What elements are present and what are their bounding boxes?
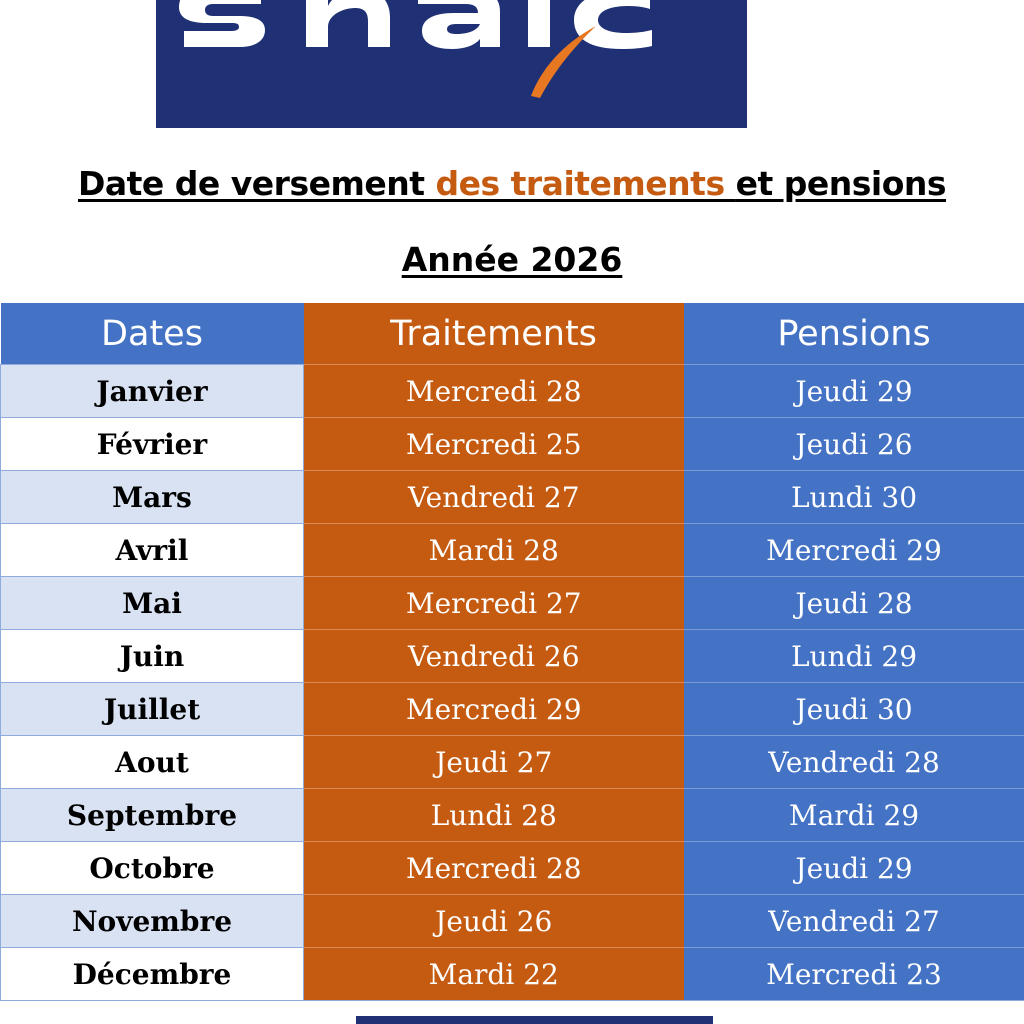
table-row (1, 948, 1024, 1001)
traitement-cell: Jeudi 26 (304, 895, 684, 948)
table-row (1, 842, 1024, 895)
month-cell: Octobre (1, 842, 304, 895)
traitement-cell: Jeudi 27 (304, 736, 684, 789)
payment-schedule-table (0, 303, 1024, 1001)
traitement-cell: Vendredi 26 (304, 630, 684, 683)
table-row (1, 365, 1024, 418)
month-cell: Décembre (1, 948, 304, 1001)
table-row (1, 789, 1024, 842)
traitement-cell: Vendredi 27 (304, 471, 684, 524)
pension-cell: Lundi 30 (684, 471, 1024, 524)
pension-cell: Jeudi 30 (684, 683, 1024, 736)
header-dates: Dates (1, 303, 304, 365)
month-cell: Juillet (1, 683, 304, 736)
month-cell: Septembre (1, 789, 304, 842)
table-row (1, 524, 1024, 577)
title-part-1: Date de versement (77, 164, 436, 203)
table-row (1, 683, 1024, 736)
pension-cell: Vendredi 28 (684, 736, 1024, 789)
year-heading: Année 2026 (401, 240, 623, 279)
table-row (1, 736, 1024, 789)
traitement-cell: Mercredi 29 (304, 683, 684, 736)
traitement-cell: Mercredi 25 (304, 418, 684, 471)
traitement-cell: Lundi 28 (304, 789, 684, 842)
traitement-cell: Mardi 22 (304, 948, 684, 1001)
pension-cell: Mardi 29 (684, 789, 1024, 842)
pension-cell: Vendredi 27 (684, 895, 1024, 948)
header-pensions: Pensions (684, 303, 1024, 365)
snalc-logo-graphic (156, 0, 747, 128)
footer-bar (356, 1016, 713, 1024)
month-cell: Mars (1, 471, 304, 524)
traitement-cell: Mercredi 28 (304, 842, 684, 895)
pension-cell: Mercredi 29 (684, 524, 1024, 577)
month-cell: Juin (1, 630, 304, 683)
pension-cell: Jeudi 26 (684, 418, 1024, 471)
month-cell: Février (1, 418, 304, 471)
traitement-cell: Mercredi 27 (304, 577, 684, 630)
title-accent: des traitements (435, 164, 736, 203)
traitement-cell: Mardi 28 (304, 524, 684, 577)
table-row (1, 577, 1024, 630)
snalc-logo (156, 0, 747, 128)
month-cell: Janvier (1, 365, 304, 418)
table-row (1, 895, 1024, 948)
pension-cell: Jeudi 29 (684, 365, 1024, 418)
traitement-cell: Mercredi 28 (304, 365, 684, 418)
pension-cell: Mercredi 23 (684, 948, 1024, 1001)
table-header-row (1, 303, 1024, 365)
page-title (0, 160, 1024, 208)
pension-cell: Jeudi 28 (684, 577, 1024, 630)
header-traitements: Traitements (304, 303, 684, 365)
month-cell: Aout (1, 736, 304, 789)
pension-cell: Jeudi 29 (684, 842, 1024, 895)
table-row (1, 630, 1024, 683)
month-cell: Novembre (1, 895, 304, 948)
title-part-3: et pensions (735, 164, 946, 203)
pension-cell: Lundi 29 (684, 630, 1024, 683)
month-cell: Mai (1, 577, 304, 630)
table-row (1, 418, 1024, 471)
month-cell: Avril (1, 524, 304, 577)
table-row (1, 471, 1024, 524)
